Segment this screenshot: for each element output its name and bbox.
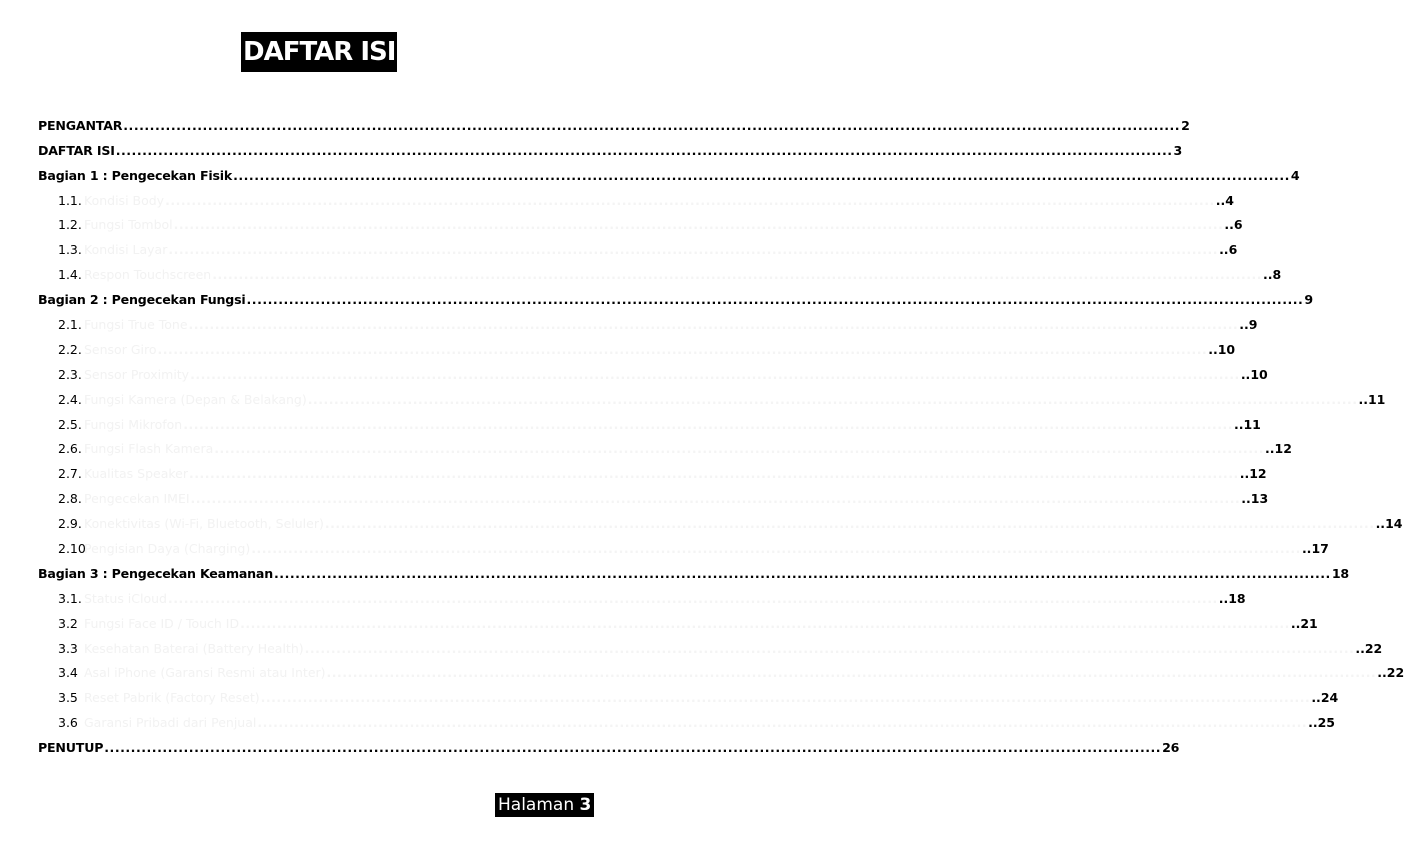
toc-entry-page: .. 22 — [1355, 641, 1363, 656]
toc-subsection-entry — [38, 307, 1258, 333]
toc-entry-number: 1.1. — [58, 192, 82, 208]
toc-subsection-entry — [38, 680, 1339, 706]
toc-entry-label: Bagian 2 : Pengecekan Fungsi — [38, 292, 246, 308]
toc-subsection-entry — [38, 581, 1246, 606]
toc-subsection-entry — [38, 183, 1234, 208]
toc-entry-label: Kualitas Speaker — [84, 466, 188, 482]
toc-entry-page: 2 — [1181, 117, 1190, 133]
toc-dot-leader: ........................................................................................................................................................................................................ — [157, 341, 1208, 357]
toc-subsection-entry — [38, 606, 1318, 631]
footer-label: Halaman — [498, 795, 575, 815]
toc-entry-page: 4 — [1290, 167, 1300, 183]
toc-dot-leader: ........................................................................................................................................................................................................ — [324, 516, 1375, 532]
toc-entry-page: 26 — [1162, 740, 1180, 756]
toc-entry-label: Fungsi Kamera (Depan & Belakang) — [84, 391, 307, 407]
toc-entry-label: DAFTAR ISI — [38, 142, 115, 158]
toc-subsection-entry — [38, 531, 1329, 557]
toc-section-entry — [38, 108, 1190, 133]
toc-entry-number: 2.9. — [58, 516, 82, 532]
toc-subsection-entry — [38, 481, 1269, 507]
toc-dot-leader: ........................................................................................................................................................................................................ — [257, 715, 1308, 731]
toc-entry-label: Kesehatan Baterai (Battery Health) — [84, 640, 304, 656]
toc-dot-leader: ........................................................................................................................................................................................................ — [212, 267, 1262, 283]
toc-entry-page: 9 — [1304, 292, 1313, 308]
toc-dot-leader: ........................................................................................................................................................................................................ — [123, 117, 1181, 133]
table-of-contents — [38, 108, 1404, 756]
toc-entry-number: 3.4 — [58, 665, 78, 681]
toc-entry-page: .. 9 — [1239, 317, 1247, 332]
toc-entry-label: Fungsi Face ID / Touch ID — [84, 615, 240, 631]
toc-entry-label: Sensor Proximity — [84, 366, 190, 382]
toc-entry-label: Pengecekan IMEI — [84, 491, 190, 507]
toc-dot-leader: ........................................................................................................................................................................................................ — [246, 292, 1304, 308]
toc-dot-leader: ........................................................................................................................................................................................................ — [167, 590, 1218, 606]
toc-entry-label: Fungsi Flash Kamera — [84, 441, 214, 457]
toc-subsection-entry — [38, 357, 1268, 382]
toc-entry-page: .. 10 — [1208, 342, 1216, 357]
toc-entry-number: 1.4. — [58, 267, 82, 283]
toc-dot-leader: ........................................................................................................................................................................................................ — [183, 416, 1233, 432]
toc-dot-leader: ........................................................................................................................................................................................................ — [115, 142, 1173, 158]
toc-entry-page: .. 25 — [1308, 715, 1316, 730]
toc-entry-label: Pengisian Daya (Charging) — [84, 541, 251, 557]
toc-entry-page: .. 11 — [1358, 392, 1366, 407]
toc-dot-leader: ........................................................................................................................................................................................................ — [190, 491, 1241, 507]
toc-entry-number: 2.1. — [58, 317, 82, 333]
toc-entry-number: 3.6 — [58, 715, 78, 731]
toc-entry-number: 1.3. — [58, 242, 82, 258]
toc-entry-page: .. 22 — [1377, 665, 1385, 680]
toc-entry-label: Bagian 1 : Pengecekan Fisik — [38, 167, 233, 183]
toc-dot-leader: ........................................................................................................................................................................................................ — [214, 441, 1264, 457]
toc-section-entry — [38, 730, 1180, 756]
toc-entry-page: .. 21 — [1291, 616, 1299, 631]
toc-subsection-entry — [38, 656, 1404, 681]
toc-subsection-entry — [38, 705, 1335, 731]
toc-entry-label: PENGANTAR — [38, 117, 123, 133]
toc-entry-label: Kondisi Layar — [84, 242, 168, 258]
toc-subsection-entry — [38, 456, 1267, 482]
page-footer — [495, 793, 594, 817]
toc-dot-leader: ........................................................................................................................................................................................................ — [168, 242, 1219, 258]
toc-entry-page: .. 6 — [1219, 242, 1227, 257]
toc-entry-page: .. 24 — [1311, 690, 1319, 705]
toc-dot-leader: ........................................................................................................................................................................................................ — [104, 740, 1162, 756]
toc-dot-leader: ........................................................................................................................................................................................................ — [165, 192, 1215, 208]
toc-entry-number: 2.5. — [58, 416, 82, 432]
toc-entry-page: .. 6 — [1224, 217, 1232, 232]
toc-entry-number: 2.4. — [58, 391, 82, 407]
toc-dot-leader: ........................................................................................................................................................................................................ — [240, 615, 1290, 631]
toc-subsection-entry — [38, 382, 1386, 407]
toc-dot-leader: ........................................................................................................................................................................................................ — [251, 541, 1301, 557]
toc-dot-leader: ........................................................................................................................................................................................................ — [173, 217, 1224, 233]
toc-subsection-entry — [38, 432, 1292, 457]
toc-entry-number: 3.1. — [58, 590, 82, 606]
toc-entry-label: PENUTUP — [38, 740, 104, 756]
toc-entry-page: .. 8 — [1263, 267, 1271, 282]
toc-entry-label: Fungsi True Tone — [84, 317, 188, 333]
toc-entry-label: Sensor Giro — [84, 341, 157, 357]
toc-subsection-entry — [38, 232, 1238, 258]
toc-subsection-entry — [38, 631, 1383, 656]
toc-subsection-entry — [38, 257, 1282, 283]
toc-dot-leader: ........................................................................................................................................................................................................ — [304, 640, 1355, 656]
toc-entry-number: 3.3 — [58, 640, 78, 656]
toc-dot-leader: ........................................................................................................................................................................................................ — [260, 690, 1311, 706]
toc-section-entry — [38, 556, 1349, 581]
toc-entry-page: .. 14 — [1376, 516, 1384, 531]
toc-entry-label: Fungsi Mikrofon — [84, 416, 183, 432]
toc-subsection-entry — [38, 407, 1261, 432]
toc-entry-label: Bagian 3 : Pengecekan Keamanan — [38, 565, 273, 581]
toc-entry-page: .. 4 — [1216, 193, 1224, 208]
toc-entry-label: Kondisi Body — [84, 192, 165, 208]
toc-dot-leader: ........................................................................................................................................................................................................ — [326, 665, 1377, 681]
toc-entry-number: 3.2 — [58, 615, 78, 631]
toc-dot-leader: ........................................................................................................................................................................................................ — [274, 565, 1331, 581]
toc-entry-number: 2.6. — [58, 441, 82, 457]
toc-dot-leader: ........................................................................................................................................................................................................ — [307, 391, 1358, 407]
footer-page-number: 3 — [579, 795, 592, 815]
toc-entry-page: .. 17 — [1302, 541, 1310, 556]
toc-entry-number: 2.7. — [58, 466, 82, 482]
toc-entry-label: Asal iPhone (Garansi Resmi atau Inter) — [84, 665, 326, 681]
toc-entry-page: .. 18 — [1219, 591, 1227, 606]
page-title: DAFTAR ISI — [241, 32, 397, 72]
toc-subsection-entry — [38, 332, 1236, 357]
toc-subsection-entry — [38, 208, 1243, 233]
toc-entry-label: Reset Pabrik (Factory Reset) — [84, 690, 260, 706]
toc-entry-label: Konektivitas (Wi-Fi, Bluetooth, Seluler) — [84, 516, 324, 532]
toc-dot-leader: ........................................................................................................................................................................................................ — [233, 167, 1290, 183]
toc-entry-label: Fungsi Tombol — [84, 217, 173, 233]
toc-dot-leader: ........................................................................................................................................................................................................ — [188, 317, 1239, 333]
toc-section-entry — [38, 282, 1313, 308]
toc-dot-leader: ........................................................................................................................................................................................................ — [190, 366, 1240, 382]
toc-entry-page: .. 12 — [1265, 441, 1273, 456]
toc-section-entry — [38, 158, 1300, 183]
toc-section-entry — [38, 133, 1183, 158]
toc-entry-label: Respon Touchscreen — [84, 267, 212, 283]
toc-entry-number: 1.2. — [58, 217, 82, 233]
toc-entry-label: Status iCloud — [84, 590, 167, 606]
toc-entry-number: 2.8. — [58, 491, 82, 507]
toc-entry-number: 2.3. — [58, 366, 82, 382]
toc-dot-leader: ........................................................................................................................................................................................................ — [189, 466, 1239, 482]
toc-entry-page: .. 12 — [1240, 466, 1248, 481]
toc-entry-number: 3.5 — [58, 690, 78, 706]
toc-entry-number: 2.2. — [58, 341, 82, 357]
toc-entry-page: .. 13 — [1241, 491, 1249, 506]
toc-entry-label: Garansi Pribadi dari Penjual — [84, 715, 257, 731]
toc-subsection-entry — [38, 506, 1403, 532]
toc-entry-page: .. 10 — [1241, 367, 1249, 382]
toc-entry-page: .. 11 — [1234, 417, 1242, 432]
toc-entry-page: 3 — [1173, 142, 1183, 158]
toc-entry-page: 18 — [1331, 565, 1349, 581]
toc-entry-number: 2.10 — [58, 541, 86, 557]
